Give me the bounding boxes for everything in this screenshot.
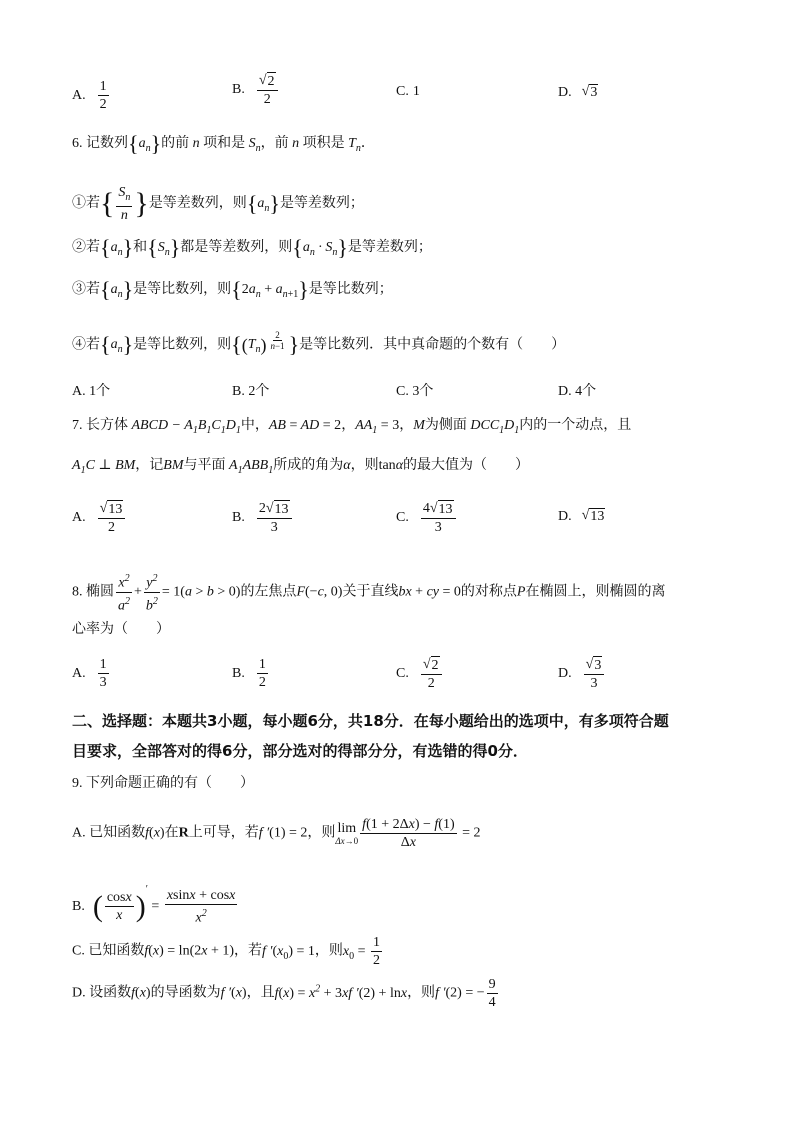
q6-option-b: B. 2个	[232, 384, 270, 399]
q8-option-c: C. √ 2 2	[396, 656, 444, 692]
q7-line-1: 7. 长方体 ABCD − $A_1B_1C_1D_1$中，AB = AD = 2，$AA_1 = 3$，M为侧面 $DCC_1D_1$内的一个动点，且	[72, 418, 632, 436]
sequence-an: $\{a_n\}$	[100, 332, 134, 358]
q7-option-d: D. √ 13	[558, 508, 605, 524]
q6-option-a: A. 1个	[72, 384, 111, 399]
section-heading-line-1: 二、选择题：本题共3小题，每小题6分，共18分．在每小题给出的选项中，有多项符合题	[72, 712, 669, 730]
q8-option-d: D. √ 3 3	[558, 656, 606, 692]
q7-option-c: C. 4 √ 13 3	[396, 500, 458, 536]
section-heading-line-2: 目要求，全部答对的得6分，部分选对的得部分分，有选错的得0分．	[72, 742, 528, 760]
q8-option-b: B. $\frac{1}{2}$	[232, 657, 266, 690]
q5-option-b: B. √ 2 2	[232, 72, 280, 108]
q6-option-d: D. 4个	[558, 384, 597, 399]
q6-statement-1: ①若{ $\frac{S_n}{n}$ }是等差数列，则$\{a_n\}$是等差数列；	[72, 185, 364, 223]
q9-stem: 9. 下列命题正确的有（ ）	[72, 776, 254, 791]
fraction: $\frac{1}{2}$	[99, 79, 107, 112]
q7-line-2: $A_1C$ ⊥ BM，记BM与平面 $A_1ABB_1$所成的角为α，则tanα的最大值为（ ）	[72, 458, 530, 476]
q6-statement-4: ④若$\{a_n\}$是等比数列，则{$(T_n)$ $^{\frac{2}{n-1}}$ }是等比数列．其中真命题的个数有（ ）	[72, 330, 566, 358]
q9-option-d: D. 设函数f(x)的导函数为f ′(x)，且$f(x) = x^2 + 3xf$ ′(2) + lnx，则f ′(2) = − $\frac{9}{4}$	[72, 977, 496, 1010]
q6-statement-2: ②若$\{a_n\}$和$\{S_n\}$都是等差数列，则$\{a_n \cdot S_n\}$是等差数列；	[72, 235, 432, 260]
q5-option-c: C. 1	[396, 84, 420, 99]
q9-option-c: C. 已知函数f(x) = ln(2x + 1)，若f $'(x_0) = 1$，则$x_0$ = $\frac{1}{2}$	[72, 935, 381, 968]
q6-stem: 6. 记数列$\{a_n\}$的前 n 项和是 $S_n$，前 n 项积是 $T_n$．	[72, 131, 375, 156]
fraction: √ 2 2	[257, 72, 278, 108]
q6-statement-3: ③若$\{a_n\}$是等比数列，则$\{2a_n + a_{n+1}\}$是等比数列；	[72, 277, 393, 302]
q5-option-a: A. $\frac{1}{2}$	[72, 79, 107, 112]
sqrt: √ 3	[581, 84, 598, 100]
q6-option-c: C. 3个	[396, 384, 434, 399]
q8-option-a: A. $\frac{1}{3}$	[72, 657, 107, 690]
q5-option-d: D. √ 3	[558, 84, 598, 100]
q9-option-b: B. ( $\frac{\cos x}{x}$ )′ = $\frac{xsinx + \cos x}{x^2}$	[72, 884, 236, 926]
q8-line-2: 心率为（ ）	[72, 622, 170, 637]
q9-option-a: A. 已知函数f(x)在R上可导，若f ′(1) = 2，则 lim Δx→0 $\frac{f(1 + 2\Delta x) - f(1)}{\Delta x}$ = 2	[72, 817, 481, 850]
q8-line-1: 8. 椭圆 $\frac{x^2}{a^2}$ + $\frac{y^2}{b^2}$ = 1(a > b > 0)的左焦点F(−c, 0)关于直线bx + cy = 0的对称点P在椭圆上，则椭圆的离	[72, 570, 665, 614]
q7-option-b: B. 2 √ 13 3	[232, 500, 294, 536]
q7-option-a: A. √ 13 2	[72, 500, 127, 536]
